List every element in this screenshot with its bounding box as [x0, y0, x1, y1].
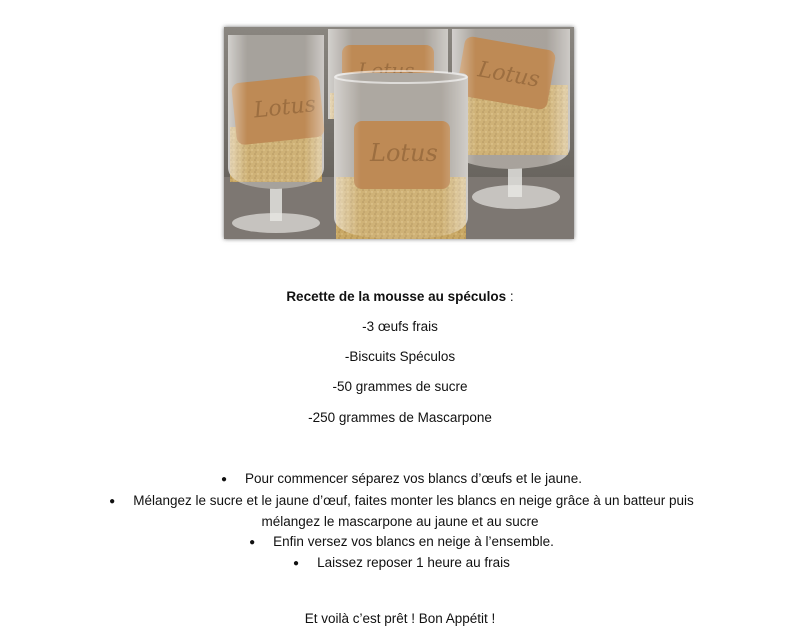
instruction-item	[0, 469, 800, 491]
recipe-title	[0, 288, 800, 305]
ingredient-item: -3 œufs frais	[362, 319, 438, 334]
bullet-icon: ●	[109, 495, 116, 507]
bullet-icon: ●	[221, 474, 228, 485]
instructions-list	[0, 469, 800, 575]
instruction-text: Laissez reposer 1 heure au frais	[317, 555, 510, 570]
instruction-text: Enfin versez vos blancs en neige à l’ensemble.	[273, 533, 554, 549]
recipe-title-bold: Recette de la mousse au spéculos	[286, 289, 507, 304]
instruction-text: Pour commencer séparez vos blancs d’œufs et le jaune.	[245, 471, 582, 486]
bullet-icon: ●	[249, 536, 256, 548]
instruction-item	[0, 491, 800, 532]
closing-text: Et voilà c’est prêt ! Bon Appétit !	[304, 611, 496, 626]
instruction-item	[0, 532, 800, 554]
dessert-photo	[224, 27, 574, 239]
dessert-glasses-illustration	[224, 27, 574, 239]
instruction-text: Mélangez le sucre et le jaune d’œuf, faites monter les blancs en neige grâce à un batteur puis mélangez le mascarpone au jaune et au sucre	[133, 492, 694, 529]
instruction-item	[0, 553, 800, 575]
ingredient-item: -Biscuits Spéculos	[344, 349, 456, 364]
glass-front	[334, 71, 468, 239]
ingredient-item: -50 grammes de sucre	[332, 379, 468, 394]
bullet-icon: ●	[293, 558, 300, 569]
ingredient-item: -250 grammes de Mascarpone	[308, 410, 492, 425]
recipe-title-suffix: :	[506, 289, 514, 304]
